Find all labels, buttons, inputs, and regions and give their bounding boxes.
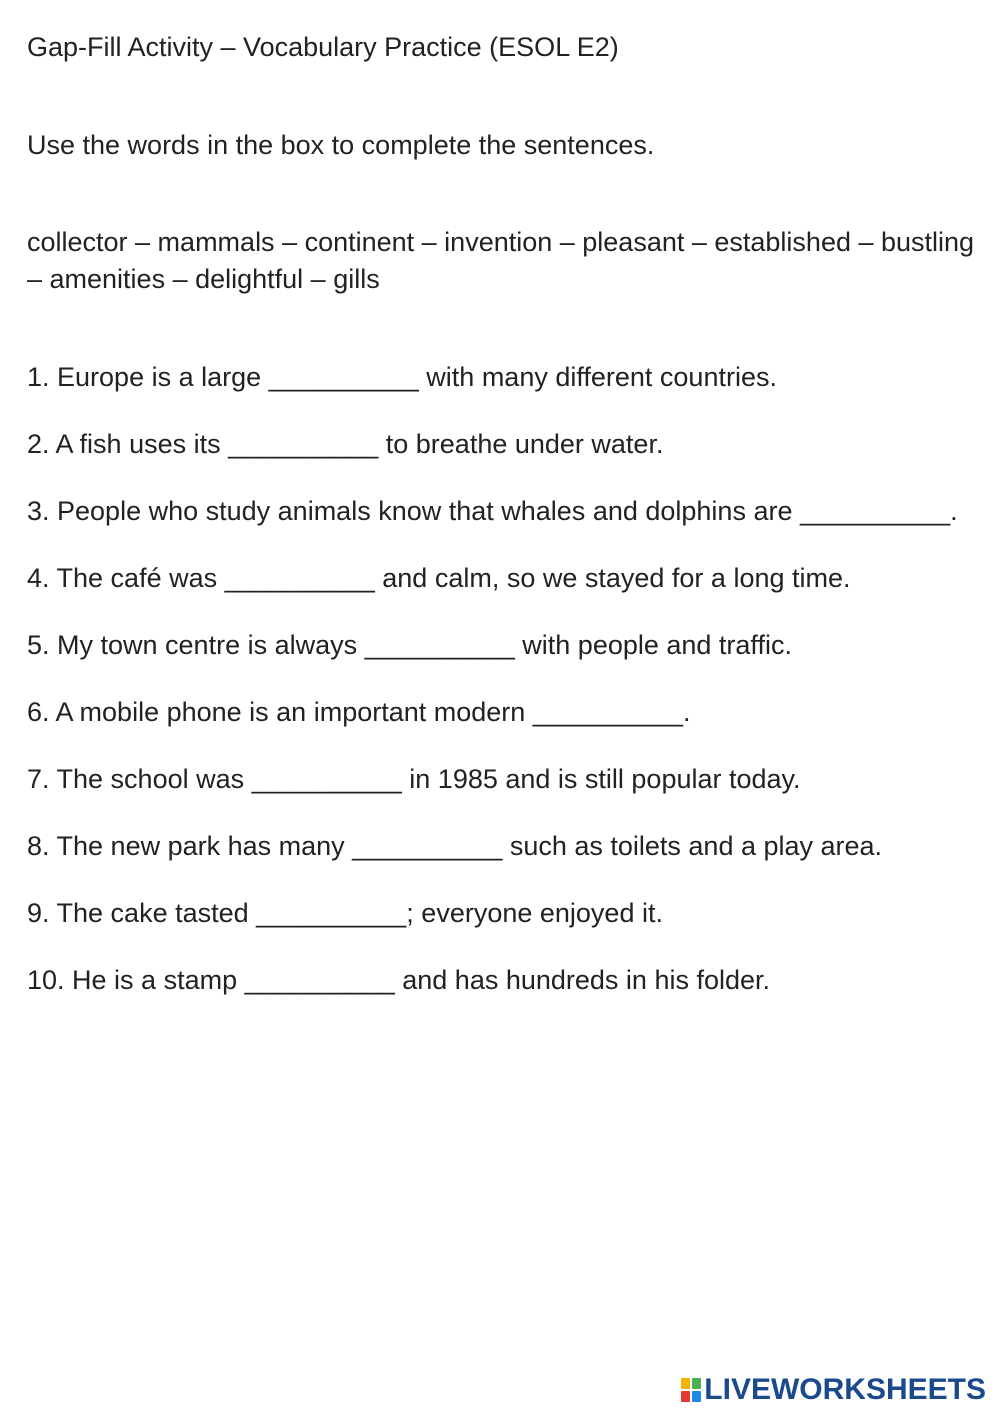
word-box: collector – mammals – continent – invention – pleasant – established – bustling – amenities – delightful – gills bbox=[27, 227, 982, 294]
question-item: 6. A mobile phone is an important modern __________. bbox=[27, 697, 691, 727]
question-item: 5. My town centre is always __________ with people and traffic. bbox=[27, 630, 792, 660]
question-item: 2. A fish uses its __________ to breathe under water. bbox=[27, 429, 664, 459]
question-list bbox=[27, 359, 982, 1029]
question-item: 1. Europe is a large __________ with many different countries. bbox=[27, 362, 777, 392]
liveworksheets-logo bbox=[680, 1372, 986, 1408]
question-item: 10. He is a stamp __________ and has hundreds in his folder. bbox=[27, 965, 771, 995]
question-item: 8. The new park has many __________ such as toilets and a play area. bbox=[27, 831, 883, 861]
question-item: 9. The cake tasted __________; everyone enjoyed it. bbox=[27, 898, 663, 928]
logo-mark-icon bbox=[680, 1376, 702, 1404]
question-item: 4. The café was __________ and calm, so we stayed for a long time. bbox=[27, 563, 851, 593]
page-title: Gap-Fill Activity – Vocabulary Practice (ESOL E2) bbox=[27, 32, 619, 62]
question-item: 7. The school was __________ in 1985 and is still popular today. bbox=[27, 764, 801, 794]
instruction-text: Use the words in the box to complete the sentences. bbox=[27, 130, 655, 160]
question-item: 3. People who study animals know that whales and dolphins are __________. bbox=[27, 496, 958, 526]
logo-text: LIVEWORKSHEETS bbox=[704, 1373, 986, 1406]
